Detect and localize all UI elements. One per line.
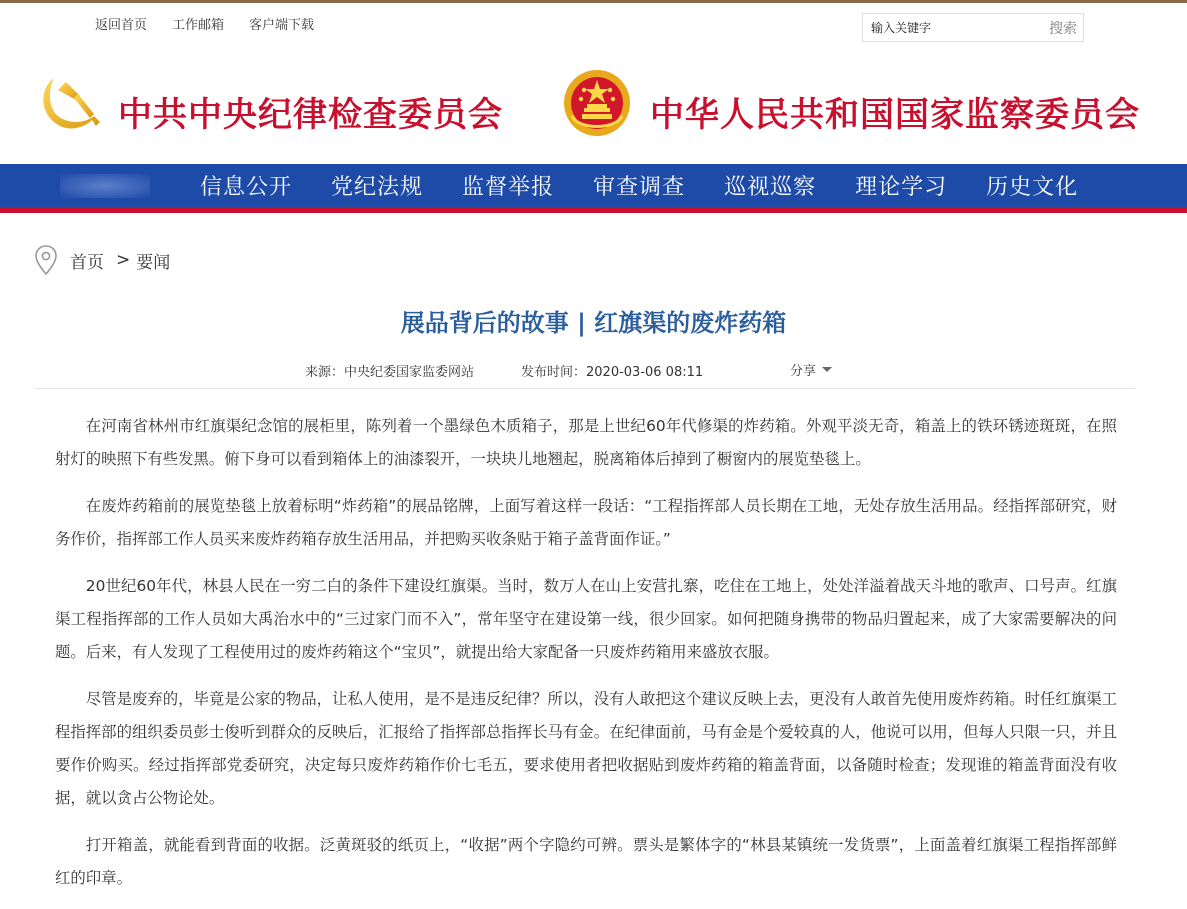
article-paragraph: 在废炸药箱前的展览垫毯上放着标明“炸药箱”的展品铭牌，上面写着这样一段话：“工程指挥部人员长期在工地，无处存放生活用品。经指挥部研究，财务作价，指挥部工作人员买来废炸药箱存放生活用品，并把购买收条贴于箱子盖背面作证。” [55, 497, 1117, 548]
top-links [95, 14, 314, 33]
top-accent-line [0, 0, 1187, 3]
article-paragraph: 20世纪60年代，林县人民在一穷二白的条件下建设红旗渠。当时，数万人在山上安营扎寨，吃住在工地上，处处洋溢着战天斗地的歌声、口号声。红旗渠工程指挥部的工作人员如大禹治水中的“三过家门而不入”，常年坚守在建设第一线，很少回家。如何把随身携带的物品归置起来，成了大家需要解决的问题。后来，有人发现了工程使用过的废炸药箱这个“宝贝”，就提出给大家配备一只废炸药箱用来盛放衣服。 [55, 577, 1117, 661]
article-paragraph: 在河南省林州市红旗渠纪念馆的展柜里，陈列着一个墨绿色木质箱子，那是上世纪60年代修渠的炸药箱。外观平淡无奇，箱盖上的铁环锈迹斑斑，在照射灯的映照下有些发黑。俯下身可以看到箱体上的油漆裂开，一块块儿地翘起，脱离箱体后掉到了橱窗内的展览垫毯上。 [55, 417, 1117, 468]
breadcrumb-current[interactable]: 要闻 [136, 252, 171, 273]
national-emblem-icon [562, 68, 632, 138]
search-box [862, 13, 1084, 42]
share-label: 分享 [790, 364, 817, 379]
breadcrumb [34, 244, 170, 276]
nav-red-stripe [0, 207, 1187, 213]
nsc-title: 中华人民共和国国家监察委员会 [650, 95, 1140, 135]
nav-decoration [60, 174, 150, 198]
email-link[interactable]: 工作邮箱 [172, 18, 225, 33]
article-paragraph: 打开箱盖，就能看到背面的收据。泛黄斑驳的纸页上，“收据”两个字隐约可辨。票头是繁体字的“林县某镇统一发货票”，上面盖着红旗渠工程指挥部鲜红的印章。 [55, 836, 1117, 887]
nav-item-info-disclosure[interactable]: 信息公开 [200, 175, 293, 200]
chevron-down-icon [822, 367, 832, 372]
nav-item-investigation[interactable]: 审查调查 [593, 175, 686, 200]
article-title: 展品背后的故事 | 红旗渠的废炸药箱 [400, 309, 787, 337]
client-download-link[interactable]: 客户端下载 [249, 18, 315, 33]
search-button[interactable]: 搜索 [1049, 21, 1077, 37]
nav-item-history-culture[interactable]: 历史文化 [986, 175, 1079, 200]
hammer-sickle-emblem-icon [36, 68, 102, 134]
nav-item-theory-study[interactable]: 理论学习 [855, 175, 948, 200]
search-input[interactable] [871, 18, 1031, 37]
article-source: 来源：中央纪委国家监委网站 [305, 365, 475, 380]
article-publish-time: 发布时间：2020-03-06 08:11 [521, 365, 704, 380]
breadcrumb-home[interactable]: 首页 [70, 252, 104, 273]
title-divider [35, 388, 1135, 389]
cpc-commission-title: 中共中央纪律检查委员会 [118, 95, 503, 135]
location-pin-icon [34, 244, 58, 276]
article-paragraph: 尽管是废弃的，毕竟是公家的物品，让私人使用，是不是违反纪律？所以，没有人敢把这个建议反映上去，更没有人敢首先使用废炸药箱。时任红旗渠工程指挥部的组织委员彭士俊听到群众的反映后，汇报给了指挥部总指挥长马有金。在纪律面前，马有金是个爱较真的人，他说可以用，但每人只限一只，并且要作价购买。经过指挥部党委研究，决定每只废炸药箱作价七毛五，要求使用者把收据贴到废炸药箱的箱盖背面，以备随时检查；发现谁的箱盖背面没有收据，就以贪占公物论处。 [55, 690, 1117, 807]
nav-item-inspection[interactable]: 巡视巡察 [724, 175, 817, 200]
share-dropdown[interactable] [790, 360, 832, 379]
article-body [55, 410, 1117, 909]
nav-items [200, 164, 1078, 207]
breadcrumb-separator: > [116, 250, 131, 270]
nav-item-party-regulations[interactable]: 党纪法规 [331, 175, 424, 200]
home-link[interactable]: 返回首页 [95, 18, 148, 33]
nav-item-supervision-report[interactable]: 监督举报 [462, 175, 555, 200]
main-nav [0, 164, 1187, 207]
